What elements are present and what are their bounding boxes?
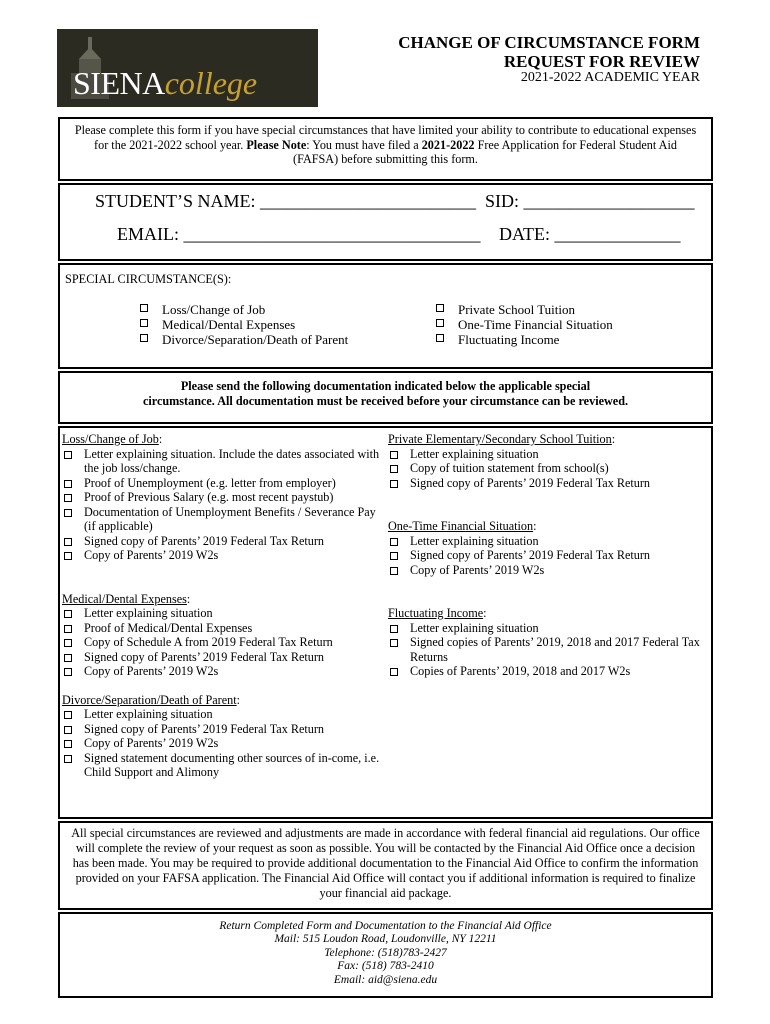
special-right-column <box>436 302 613 347</box>
checkbox-icon[interactable] <box>436 304 444 312</box>
student-info-box <box>58 183 713 261</box>
checkbox-icon[interactable] <box>64 755 72 763</box>
list-item <box>388 664 710 679</box>
checkbox-icon[interactable] <box>64 538 72 546</box>
checkbox-icon[interactable] <box>390 451 398 459</box>
option-label: Fluctuating Income <box>458 332 560 347</box>
list-item <box>62 664 384 679</box>
checkbox-icon[interactable] <box>64 625 72 633</box>
checkbox-icon[interactable] <box>140 319 148 327</box>
checkbox-icon[interactable] <box>64 552 72 560</box>
title-line-1: CHANGE OF CIRCUMSTANCE FORM <box>398 33 700 52</box>
list-item <box>62 736 384 751</box>
list-item <box>388 447 710 462</box>
checkbox-icon[interactable] <box>64 726 72 734</box>
list-item <box>388 476 710 491</box>
checkbox-icon[interactable] <box>64 451 72 459</box>
option-label: Private School Tuition <box>458 302 576 317</box>
notice-line-1: Please send the following documentation indicated below the applicable special <box>180 379 591 393</box>
checkbox-icon[interactable] <box>64 740 72 748</box>
special-option-fluctuating[interactable] <box>436 332 613 347</box>
special-option-medical[interactable] <box>140 317 348 332</box>
checkbox-icon[interactable] <box>390 465 398 473</box>
option-label: Loss/Change of Job <box>162 302 266 317</box>
checkbox-icon[interactable] <box>140 334 148 342</box>
section-fluctuating: Fluctuating Income: Letter explaining situation Signed copies of Parents’ 2019, 2018 and 2017 Federal Tax Returns Copies of Parents’ 2019, 2018 and 2017 W2s <box>388 606 710 679</box>
special-circumstances-box <box>58 263 713 369</box>
item-text: Documentation of Unemployment Benefits / Severance Pay (if applicable) <box>84 504 376 533</box>
option-label: One-Time Financial Situation <box>458 317 613 332</box>
sid-field[interactable] <box>485 191 695 212</box>
intro-text-3: Free Application for Federal Student Aid (FAFSA) before submitting this form. <box>293 137 677 167</box>
item-text: Proof of Unemployment (e.g. letter from employer) <box>84 475 336 490</box>
section-heading: One-Time Financial Situation <box>388 519 534 533</box>
section-heading: Loss/Change of Job <box>62 432 159 446</box>
option-label: Divorce/Separation/Death of Parent <box>162 332 349 347</box>
item-text: Signed copy of Parents’ 2019 Federal Tax Return <box>84 533 325 548</box>
checkbox-icon[interactable] <box>64 711 72 719</box>
return-instructions: Return Completed Form and Documentation to the Financial Aid Office <box>219 920 552 932</box>
checkbox-icon[interactable] <box>390 639 398 647</box>
intro-note-label: Please Note <box>246 137 307 152</box>
item-text: Signed statement documenting other sources of in-come, i.e. Child Support and Alimony <box>84 750 380 779</box>
section-heading: Medical/Dental Expenses <box>62 591 187 606</box>
mail-address: Mail: 515 Loudon Road, Loudonville, NY 12211 <box>274 933 497 946</box>
email-contact[interactable]: Email: aid@siena.edu <box>333 973 438 986</box>
email-field[interactable] <box>117 224 481 245</box>
documentation-lists-box <box>58 426 713 819</box>
option-label: Medical/Dental Expenses <box>162 317 296 332</box>
item-text: Letter explaining situation <box>84 707 213 721</box>
list-item <box>388 635 710 664</box>
special-option-loss[interactable] <box>140 302 348 317</box>
section-medical: Medical/Dental Expenses: Letter explaining situation Proof of Medical/Dental Expenses Copy of Schedule A from 2019 Federal Tax Return Signed copy of Parents’ 2019 Federal Tax Return Copy of Parents’ 2019 W2s <box>62 592 384 679</box>
item-text: Signed copies of Parents’ 2019, 2018 and 2017 Federal Tax Returns <box>410 635 700 664</box>
item-text: Letter explaining situation <box>410 533 539 548</box>
section-loss: Loss/Change of Job: Letter explaining situation. Include the dates associated with the job loss/change. Proof of Unemployment (e.g. letter from employer) Proof of Previous Salary (e.g. most recent paystub) Documentation of Unemployment Benefits / Severance Pay (if applicable) Signed copy of Parents’ 2019 Federal Tax Return Copy of Parents’ 2019 W2s <box>62 432 384 563</box>
list-item <box>62 621 384 636</box>
date-blank[interactable]: ______________ <box>554 224 681 244</box>
siena-college-logo <box>57 29 318 107</box>
item-text: Copy of Parents’ 2019 W2s <box>84 548 219 562</box>
checkbox-icon[interactable] <box>436 334 444 342</box>
date-field[interactable] <box>499 224 681 245</box>
student-name-blank[interactable]: ________________________ <box>260 191 476 211</box>
special-left-column <box>140 302 348 347</box>
checkbox-icon[interactable] <box>64 654 72 662</box>
intro-text-1: Please complete this form if you have special circumstances that have limited your ability to contribute to educational expenses for the 2021-2022 school year. <box>74 123 697 152</box>
list-item <box>388 548 710 563</box>
checkbox-icon[interactable] <box>436 319 444 327</box>
left-doc-column <box>62 432 384 780</box>
special-option-onetime[interactable] <box>436 317 613 332</box>
intro-bold-year: 2021-2022 <box>421 137 475 152</box>
list-item <box>62 505 384 534</box>
email-label: EMAIL: <box>117 224 179 244</box>
item-text: Signed copy of Parents’ 2019 Federal Tax Return <box>84 649 325 664</box>
list-item <box>388 621 710 636</box>
section-divorce: Divorce/Separation/Death of Parent: Letter explaining situation Signed copy of Parents’ 2019 Federal Tax Return Copy of Parents’ 2019 W2s Signed statement documenting other sources of in-come, i.e. Child Support and Alimony <box>62 693 384 780</box>
student-name-label: STUDENT’S NAME: <box>95 191 256 211</box>
item-text: Signed copy of Parents’ 2019 Federal Tax Return <box>410 475 651 490</box>
logo-siena-text: SIENA <box>73 65 165 101</box>
fax: Fax: (518) 783-2410 <box>337 960 434 973</box>
list-item <box>62 476 384 491</box>
contact-box <box>58 912 713 998</box>
date-label: DATE: <box>499 224 550 244</box>
form-title <box>398 33 700 71</box>
list-item <box>388 461 710 476</box>
item-text: Proof of Previous Salary (e.g. most recent paystub) <box>84 490 334 504</box>
special-circumstances-title: SPECIAL CIRCUMSTANCE(S): <box>65 272 232 286</box>
student-name-field[interactable] <box>95 191 476 212</box>
checkbox-icon[interactable] <box>390 538 398 546</box>
list-item <box>62 650 384 665</box>
item-text: Letter explaining situation. Include the dates associated with the job loss/change. <box>84 446 380 475</box>
notice-line-2: circumstance. All documentation must be received before your circumstance can be reviewed. <box>142 394 629 408</box>
telephone: Telephone: (518)783-2427 <box>324 946 447 959</box>
list-item <box>62 490 384 505</box>
list-item <box>62 548 384 563</box>
item-text: Signed copy of Parents’ 2019 Federal Tax Return <box>410 548 651 562</box>
review-note: All special circumstances are reviewed and adjustments are made in accordance with federal financial aid regulations. Our office will complete the review of your request as soon as possible. You will be contacted by the Financial Aid Office once a decision has been made. You may be required to provide additional documentation to the Financial Aid Office to confirm the information provided on your FAFSA application. The Financial Aid Office will contact you if additional information is required to finalize your financial aid package. <box>58 821 713 910</box>
item-text: Letter explaining situation <box>410 446 539 461</box>
title-line-2: REQUEST FOR REVIEW <box>503 52 700 71</box>
checkbox-icon[interactable] <box>64 639 72 647</box>
section-private: Private Elementary/Secondary School Tuition: Letter explaining situation Copy of tuition statement from school(s) Signed copy of Parents’ 2019 Federal Tax Return <box>388 432 710 490</box>
checkbox-icon[interactable] <box>64 668 72 676</box>
item-text: Copy of Parents’ 2019 W2s <box>84 736 219 750</box>
item-text: Copies of Parents’ 2019, 2018 and 2017 W2s <box>410 664 631 678</box>
checkbox-icon[interactable] <box>64 610 72 618</box>
checkbox-icon[interactable] <box>140 304 148 312</box>
intro-text-2: : You must have filed a <box>306 137 422 152</box>
checkbox-icon[interactable] <box>64 494 72 502</box>
list-item <box>62 447 384 476</box>
list-item <box>62 606 384 621</box>
item-text: Signed copy of Parents’ 2019 Federal Tax Return <box>84 721 325 736</box>
list-item <box>62 635 384 650</box>
checkbox-icon[interactable] <box>64 480 72 488</box>
section-onetime: One-Time Financial Situation: Letter explaining situation Signed copy of Parents’ 2019 Federal Tax Return Copy of Parents’ 2019 W2s <box>388 519 710 577</box>
item-text: Proof of Medical/Dental Expenses <box>84 620 253 635</box>
sid-blank[interactable]: ___________________ <box>523 191 695 211</box>
logo-college-text: college <box>164 65 258 101</box>
checkbox-icon[interactable] <box>390 625 398 633</box>
item-text: Copy of Parents’ 2019 W2s <box>410 562 545 577</box>
academic-year: 2021-2022 ACADEMIC YEAR <box>520 70 700 85</box>
checkbox-icon[interactable] <box>390 567 398 575</box>
list-item <box>62 751 384 780</box>
section-heading: Divorce/Separation/Death of Parent <box>62 692 237 707</box>
item-text: Letter explaining situation <box>410 620 539 635</box>
item-text: Copy of Schedule A from 2019 Federal Tax Return <box>84 635 333 649</box>
checkbox-icon[interactable] <box>64 509 72 517</box>
checkbox-icon[interactable] <box>390 552 398 560</box>
item-text: Copy of tuition statement from school(s) <box>410 461 609 475</box>
list-item <box>62 534 384 549</box>
email-blank[interactable]: _________________________________ <box>183 224 481 244</box>
special-option-private[interactable] <box>436 302 613 317</box>
list-item <box>62 722 384 737</box>
list-item <box>388 534 710 549</box>
special-option-divorce[interactable] <box>140 332 348 347</box>
sid-label: SID: <box>485 191 520 211</box>
item-text: Letter explaining situation <box>84 606 213 620</box>
list-item <box>62 707 384 722</box>
item-text: Copy of Parents’ 2019 W2s <box>84 664 219 678</box>
intro-box <box>58 117 713 181</box>
list-item <box>388 563 710 578</box>
section-heading: Fluctuating Income <box>388 606 484 620</box>
documentation-notice <box>58 371 713 424</box>
right-doc-column <box>388 432 710 679</box>
section-heading: Private Elementary/Secondary School Tuition <box>388 432 612 446</box>
checkbox-icon[interactable] <box>390 668 398 676</box>
checkbox-icon[interactable] <box>390 480 398 488</box>
